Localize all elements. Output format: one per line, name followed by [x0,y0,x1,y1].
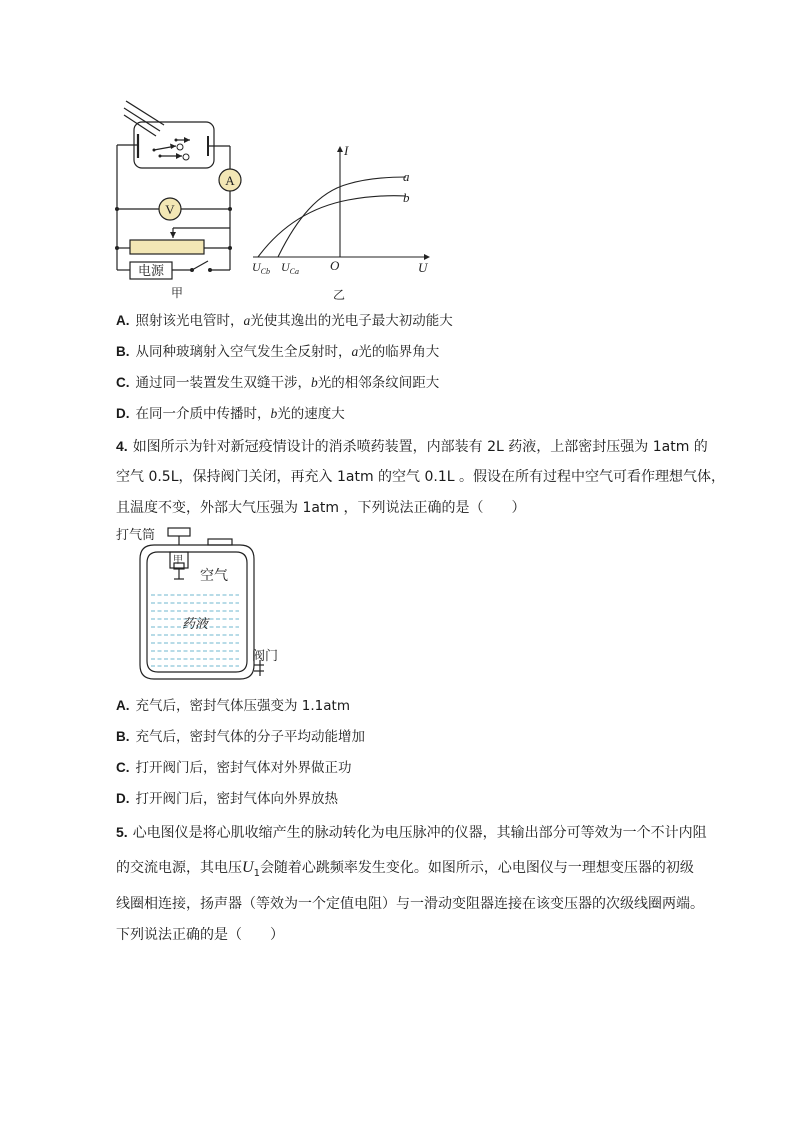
axis-u-label: U [418,260,428,275]
caption-yi: 乙 [332,288,346,302]
option-key: D. [116,406,130,421]
q4-option-d: D. 打开阀门后，密封气体向外界放热 [116,791,338,807]
question-number: 4. [116,438,128,454]
q4-option-c: C. 打开阀门后，密封气体对外界做正功 [116,760,352,776]
option-key: A. [116,698,130,713]
q3-option-c: C. 通过同一装置发生双缝干涉，b光的相邻条纹间距大 [116,375,440,391]
valve-label: 阀门 [252,649,279,664]
q4-line-3: 且温度不变，外部大气压强为 1atm ，下列说法正确的是（ ） [116,500,526,516]
option-key: D. [116,791,130,806]
q3-option-a: A. 照射该光电管时，a光使其逸出的光电子最大初动能大 [116,313,453,329]
figure-sprayer [112,523,282,688]
pump-jia-label: 甲 [173,555,183,566]
ammeter-label: A [225,173,235,188]
q5-line-4: 下列说法正确的是（ ） [116,927,284,943]
liquid-label: 药液 [182,617,209,632]
rheostat [130,240,204,254]
option-key: C. [116,760,130,775]
air-label: 空气 [200,568,228,584]
figure-jia-circuit [100,90,250,305]
question-number: 5. [116,824,128,840]
q5-line-2: 的交流电源，其电压$U_1$会随着心跳频率发生变化。如图所示，心电图仪与一理想变压器的初级 [116,859,694,879]
pump-label: 打气筒 [116,528,156,543]
option-key: A. [116,313,130,328]
ucb-label: $U_{Cb}$ [252,260,271,276]
option-key: C. [116,375,130,390]
caption-jia: 甲 [170,286,184,300]
origin-label: O [330,258,340,273]
option-key: B. [116,729,130,744]
axis-i-label: I [344,143,349,158]
option-key: B. [116,344,130,359]
curve-a [278,177,406,257]
q4-line-1: 4. 如图所示为针对新冠疫情设计的消杀喷药装置，内部装有 2L 药液，上部密封压强为 1atm 的 [116,438,708,455]
q4-option-b: B. 充气后，密封气体的分子平均动能增加 [116,729,365,745]
figure-yi-iu-graph [248,140,438,305]
q5-line-1: 5. 心电图仪是将心肌收缩产生的脉动转化为电压脉冲的仪器，其输出部分可等效为一个不计内阻 [116,824,707,841]
curve-b [258,196,406,257]
q3-option-d: D. 在同一介质中传播时，b光的速度大 [116,406,345,422]
q4-option-a: A. 充气后，密封气体压强变为 1.1atm [116,698,350,714]
uca-label: $U_{Ca}$ [281,260,300,276]
q4-line-2: 空气 0.5L，保持阀门关闭，再充入 1atm 的空气 0.1L 。假设在所有过程中空气可看作理想气体， [116,469,725,485]
curve-a-label: a [403,169,410,184]
voltmeter-label: V [165,202,175,217]
q3-option-b: B. 从同种玻璃射入空气发生全反射时，a光的临界角大 [116,344,440,360]
curve-b-label: b [403,190,410,205]
q5-line-3: 线圈相连接，扬声器（等效为一个定值电阻）与一滑动变阻器连接在该变压器的次级线圈两端。 [116,896,704,912]
power-source-label: 电源 [137,264,165,279]
